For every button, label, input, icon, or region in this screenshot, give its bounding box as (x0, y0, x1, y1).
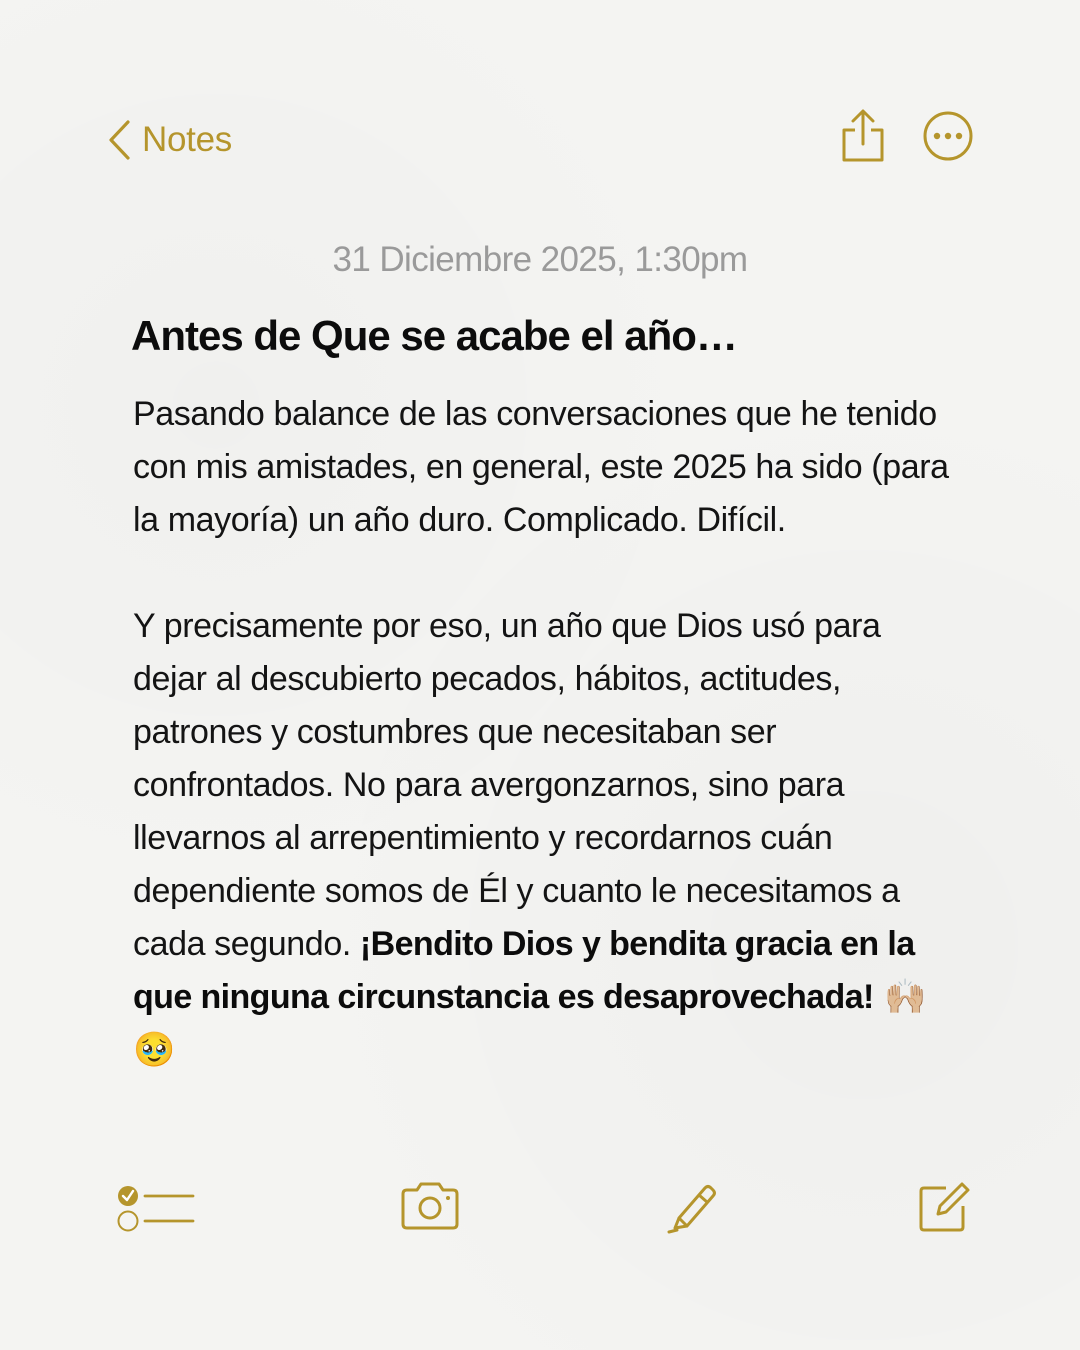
note-paragraph-2 (133, 600, 953, 1077)
checklist-icon[interactable] (115, 1180, 195, 1236)
praise-hands-emoji: 🙌🏼🥹 (133, 977, 927, 1070)
bottom-toolbar (115, 1180, 972, 1240)
top-actions (840, 108, 974, 164)
pen-markup-icon[interactable] (665, 1180, 721, 1236)
paragraph-2-bold-text: ¡Bendito Dios y bendita gracia en la que ninguna circunstancia es desaprovechada! (133, 925, 915, 1016)
share-icon[interactable] (840, 108, 886, 164)
note-body[interactable] (133, 388, 953, 1077)
paragraph-2-text: Y precisamente por eso, un año que Dios usó para dejar al descubierto pecados, hábitos, actitudes, patrones y costumbres que necesitaban ser confrontados. No para avergonzarnos, sino para llevarnos al arrepentimiento y recordarnos cuán dependiente somos de Él y cuanto le necesitamos a cada segundo. (133, 607, 900, 963)
back-to-notes-button[interactable] (106, 118, 232, 162)
note-title[interactable]: Antes de Que se acabe el año… (131, 312, 737, 359)
more-ellipsis-icon[interactable] (922, 110, 974, 162)
top-navigation-bar (106, 108, 974, 178)
note-date: 31 Diciembre 2025, 1:30pm (332, 240, 748, 279)
note-paragraph-1: Pasando balance de las conversaciones que he tenido con mis amistades, en general, este 2025 ha sido (para la mayoría) un año duro. Complicado. Difícil. (133, 395, 949, 539)
compose-icon[interactable] (916, 1180, 972, 1236)
chevron-left-icon (106, 118, 132, 162)
camera-icon[interactable] (399, 1180, 461, 1232)
back-button-label: Notes (142, 120, 232, 159)
